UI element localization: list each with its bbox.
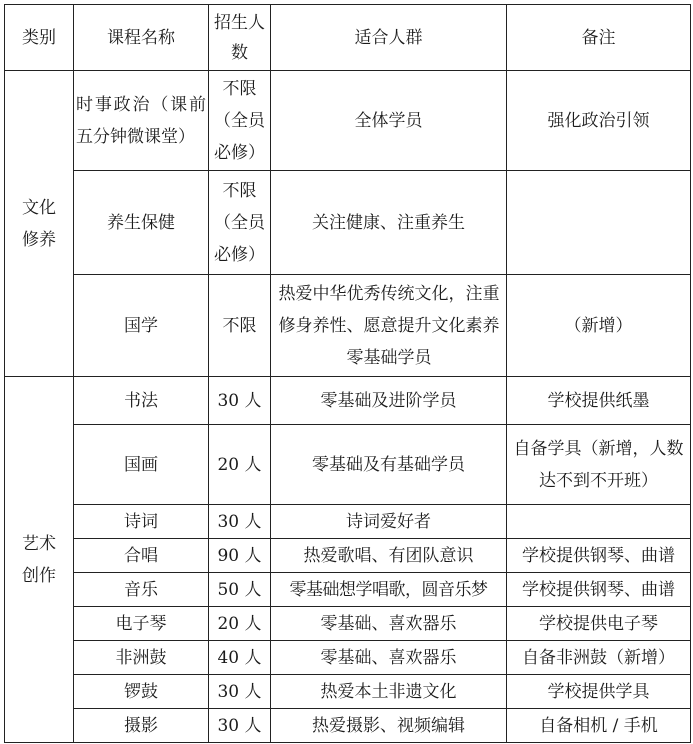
enrollment-cell: 40 人 <box>209 641 271 675</box>
audience-cell: 全体学员 <box>271 71 507 171</box>
audience-cell: 热爱本土非遗文化 <box>271 675 507 709</box>
course-cell: 电子琴 <box>74 607 209 641</box>
audience-cell: 热爱歌唱、有团队意识 <box>271 539 507 573</box>
audience-cell: 零基础及进阶学员 <box>271 377 507 425</box>
header-row <box>5 5 691 71</box>
header-category: 类别 <box>5 5 74 71</box>
table-row <box>5 377 691 425</box>
remarks-cell: 自备非洲鼓（新增） <box>507 641 691 675</box>
course-cell: 摄影 <box>74 709 209 743</box>
enrollment-label: 不限（全员必修） <box>214 78 265 163</box>
audience-cell: 诗词爱好者 <box>271 505 507 539</box>
remarks-cell: （新增） <box>507 275 691 377</box>
header-enrollment <box>209 5 271 71</box>
remarks-cell: 自备相机 / 手机 <box>507 709 691 743</box>
table-row <box>5 275 691 377</box>
course-cell: 合唱 <box>74 539 209 573</box>
table-row <box>5 641 691 675</box>
header-course: 课程名称 <box>74 5 209 71</box>
table-row <box>5 709 691 743</box>
enrollment-cell: 不限 <box>209 275 271 377</box>
remarks-cell: 学校提供电子琴 <box>507 607 691 641</box>
table-row <box>5 171 691 275</box>
course-cell <box>74 71 209 171</box>
enrollment-cell: 30 人 <box>209 377 271 425</box>
enrollment-label: 不限（全员必修） <box>214 180 265 265</box>
table-row <box>5 607 691 641</box>
course-cell: 音乐 <box>74 573 209 607</box>
course-table <box>4 4 691 743</box>
audience-cell <box>271 275 507 377</box>
enrollment-cell: 90 人 <box>209 539 271 573</box>
audience-cell: 热爱摄影、视频编辑 <box>271 709 507 743</box>
enrollment-cell: 30 人 <box>209 709 271 743</box>
enrollment-cell: 50 人 <box>209 573 271 607</box>
remarks-cell: 学校提供纸墨 <box>507 377 691 425</box>
course-cell: 养生保健 <box>74 171 209 275</box>
enrollment-cell: 20 人 <box>209 425 271 505</box>
enrollment-cell <box>209 171 271 275</box>
enrollment-cell: 20 人 <box>209 607 271 641</box>
remarks-cell: 强化政治引领 <box>507 71 691 171</box>
course-cell: 非洲鼓 <box>74 641 209 675</box>
table-row <box>5 505 691 539</box>
remarks-cell: 学校提供钢琴、曲谱 <box>507 573 691 607</box>
category-cell <box>5 71 74 377</box>
enrollment-cell: 30 人 <box>209 505 271 539</box>
audience-cell: 零基础、喜欢器乐 <box>271 641 507 675</box>
header-audience: 适合人群 <box>271 5 507 71</box>
remarks-cell: 学校提供钢琴、曲谱 <box>507 539 691 573</box>
table-row <box>5 539 691 573</box>
audience-cell: 零基础、喜欢器乐 <box>271 607 507 641</box>
course-cell: 书法 <box>74 377 209 425</box>
remarks-label: 自备学具（新增，人数达不到不开班） <box>513 438 684 491</box>
audience-cell: 零基础想学唱歌，圆音乐梦 <box>271 573 507 607</box>
course-cell: 国画 <box>74 425 209 505</box>
table-row <box>5 425 691 505</box>
audience-label: 热爱中华优秀传统文化，注重修身养性、愿意提升文化素养零基础学员 <box>278 283 500 368</box>
table-row <box>5 71 691 171</box>
course-label: 时事政治（课前五分钟微课堂） <box>76 94 206 147</box>
course-cell: 国学 <box>74 275 209 377</box>
remarks-cell <box>507 425 691 505</box>
header-remarks: 备注 <box>507 5 691 71</box>
audience-cell: 零基础及有基础学员 <box>271 425 507 505</box>
category-label: 艺术创作 <box>22 533 56 586</box>
enrollment-cell: 30 人 <box>209 675 271 709</box>
table-row <box>5 573 691 607</box>
remarks-cell <box>507 171 691 275</box>
course-cell: 锣鼓 <box>74 675 209 709</box>
table-row <box>5 675 691 709</box>
category-cell <box>5 377 74 743</box>
course-cell: 诗词 <box>74 505 209 539</box>
enrollment-cell <box>209 71 271 171</box>
category-label: 文化修养 <box>22 197 56 250</box>
audience-cell: 关注健康、注重养生 <box>271 171 507 275</box>
header-enrollment-label: 招生人数 <box>214 12 265 63</box>
remarks-cell: 学校提供学具 <box>507 675 691 709</box>
remarks-cell <box>507 505 691 539</box>
